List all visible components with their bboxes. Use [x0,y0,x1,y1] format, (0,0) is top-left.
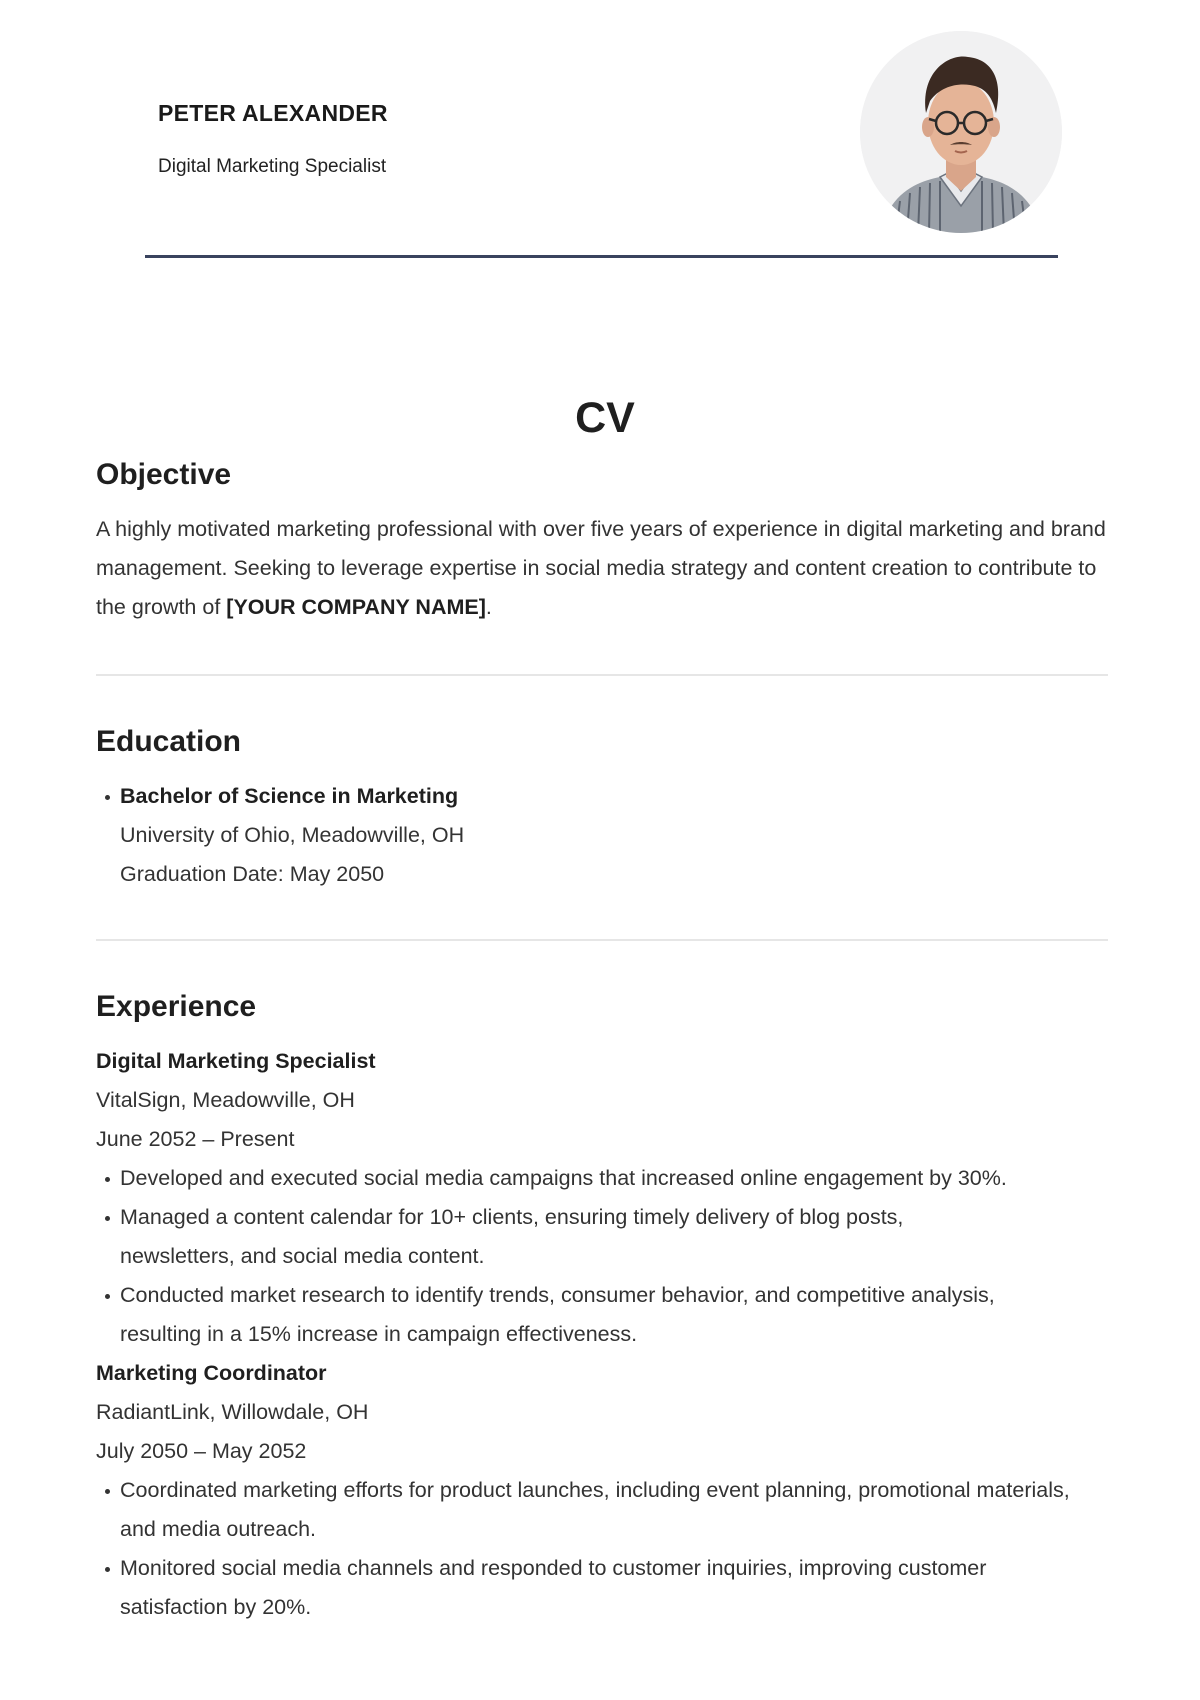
education-section [96,722,1108,894]
job-entry [96,1354,1108,1627]
section-divider [96,674,1108,676]
job-bullet: Developed and executed social media campaigns that increased online engagement by 30%. [96,1159,1056,1198]
experience-section [96,987,1108,1627]
experience-heading: Experience [96,990,257,1023]
cv-header [0,0,1200,260]
job-bullet: Monitored social media channels and responded to customer inquiries, improving customer satisfaction by 20%. [96,1549,1096,1627]
education-list [96,777,1108,816]
header-divider [145,255,1058,258]
section-divider [96,939,1108,941]
graduation-date: Graduation Date: May 2050 [120,862,385,886]
candidate-name: PETER ALEXANDER [158,100,388,126]
objective-heading: Objective [96,458,232,491]
job-bullet: Managed a content calendar for 10+ clients, ensuring timely delivery of blog posts, newsletters, and social media content. [96,1198,1056,1276]
job-bullet: Coordinated marketing efforts for product launches, including event planning, promotional materials, and media outreach. [96,1471,1096,1549]
objective-text-body: A highly motivated marketing professional with over five years of experience in digital marketing and brand management. Seeking to leverage expertise in social media strategy and content creation to contribute to the growth of [96,517,1106,619]
job-company: VitalSign, Meadowville, OH [96,1088,355,1112]
job-company: RadiantLink, Willowdale, OH [96,1400,369,1424]
job-entry [96,1042,1108,1354]
job-title: Marketing Coordinator [96,1361,327,1385]
school: University of Ohio, Meadowville, OH [120,823,465,847]
degree: Bachelor of Science in Marketing [96,777,1108,816]
job-dates: July 2050 – May 2052 [96,1439,307,1463]
job-bullets [96,1471,1096,1627]
education-heading: Education [96,725,242,758]
job-bullet: Conducted market research to identify trends, consumer behavior, and competitive analysis, resulting in a 15% increase in campaign effectiveness. [96,1276,1056,1354]
document-title: CV [575,394,635,442]
job-title: Digital Marketing Specialist [96,1049,376,1073]
job-dates: June 2052 – Present [96,1127,295,1151]
objective-section [96,455,1108,627]
objective-text-end: . [485,595,492,619]
job-bullets [96,1159,1056,1354]
profile-photo-icon [860,31,1062,233]
company-placeholder: [YOUR COMPANY NAME] [226,595,486,619]
cv-body [96,390,1108,1627]
avatar [860,31,1062,233]
candidate-role: Digital Marketing Specialist [158,156,387,177]
objective-text [96,510,1108,627]
